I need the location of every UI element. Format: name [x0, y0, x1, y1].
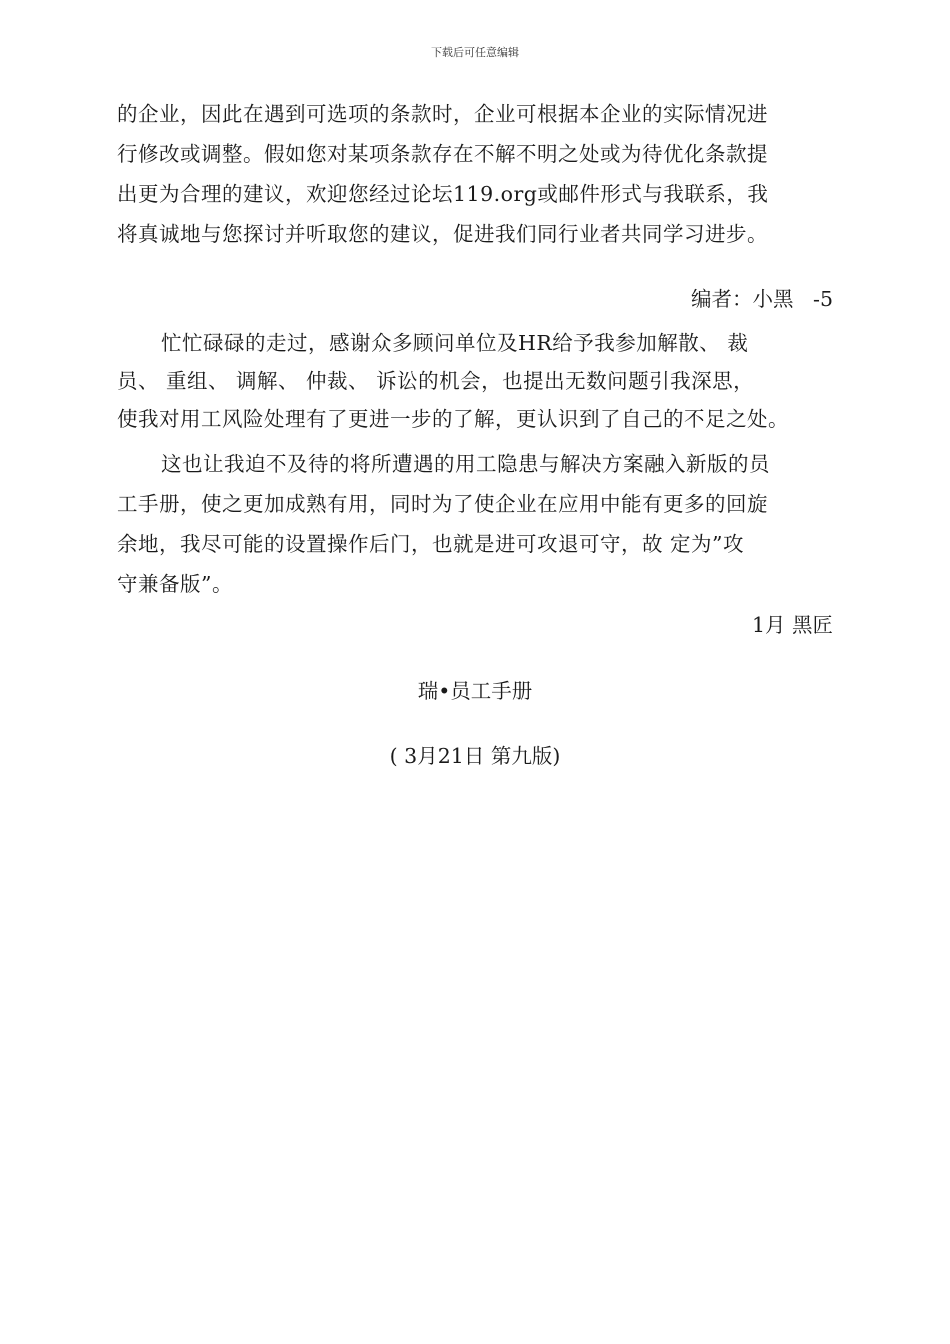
document-edition: ( 3月21日 第九版)	[389, 744, 561, 768]
paragraph-line: 工手册，使之更加成熟有用，同时为了使企业在应用中能有更多的回旋	[117, 492, 768, 516]
paragraph-line: 将真诚地与您探讨并听取您的建议，促进我们同行业者共同学习进步。	[117, 222, 768, 246]
paragraph-line: 的企业，因此在遇到可选项的条款时，企业可根据本企业的实际情况进	[117, 102, 768, 126]
paragraph-line: 使我对用工风险处理有了更进一步的了解，更认识到了自己的不足之处。	[117, 407, 789, 431]
purpose-paragraph	[117, 444, 837, 604]
document-title: 瑞•员工手册	[417, 679, 533, 703]
paragraph-line: 余地，我尽可能的设置操作后门，也就是进可攻退可守，故 定为”攻	[117, 532, 744, 556]
intro-paragraph	[117, 94, 837, 254]
paragraph-line: 守兼备版”。	[117, 572, 233, 596]
paragraph-line: 员、 重组、 调解、 仲裁、 诉讼的机会，也提出无数问题引我深思，	[117, 369, 755, 393]
paragraph-line: 出更为合理的建议，欢迎您经过论坛119.org或邮件形式与我联系，我	[117, 182, 769, 206]
paragraph-line: 忙忙碌碌的走过，感谢众多顾问单位及HR给予我参加解散、 裁	[161, 331, 749, 355]
editor-credit: 编者：小黑 -5	[690, 287, 833, 311]
paragraph-line: 行修改或调整。假如您对某项条款存在不解不明之处或为待优化条款提	[117, 142, 768, 166]
page-header: 下载后可任意编辑	[431, 46, 519, 59]
thanks-paragraph	[117, 324, 837, 438]
signature: 1月 黑匠	[751, 613, 833, 637]
paragraph-line: 这也让我迫不及待的将所遭遇的用工隐患与解决方案融入新版的员	[161, 452, 770, 476]
